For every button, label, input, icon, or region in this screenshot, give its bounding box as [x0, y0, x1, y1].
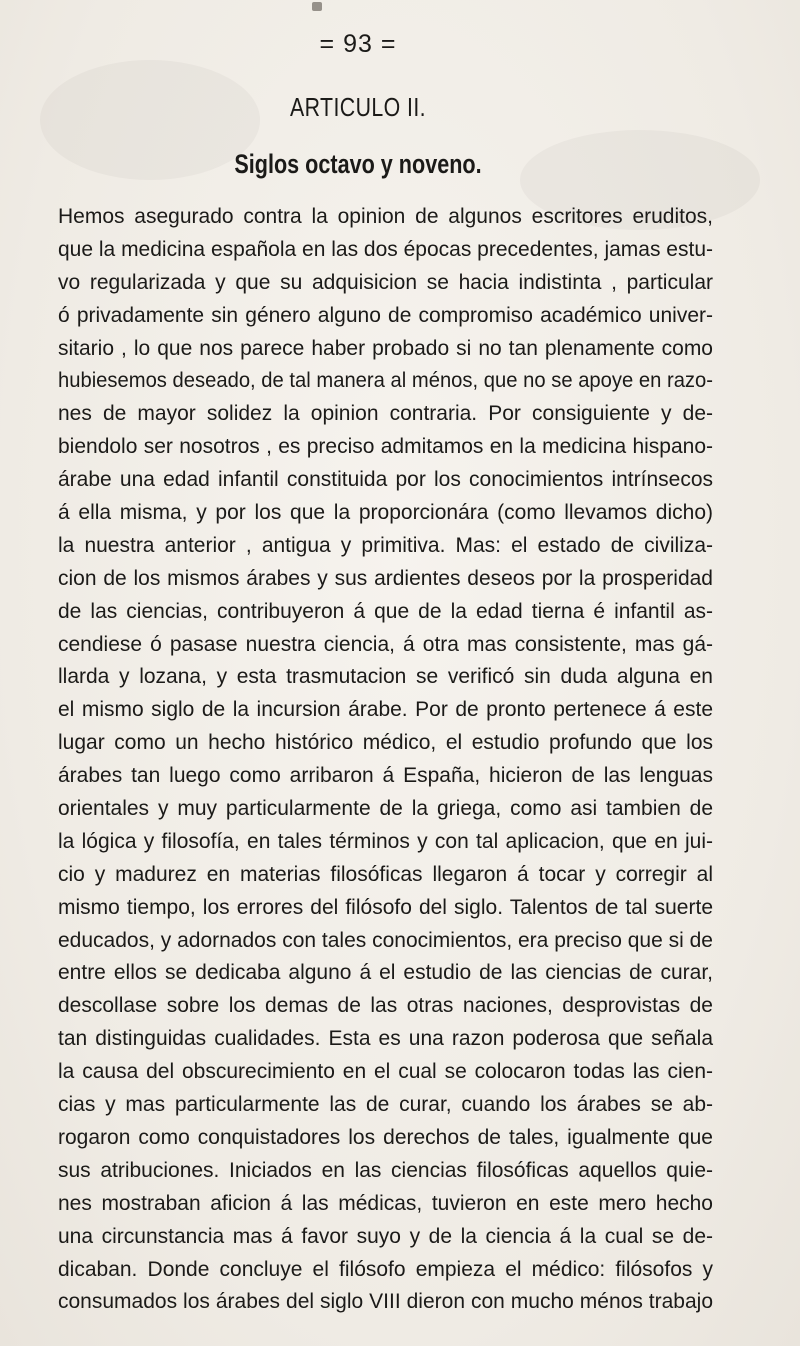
ink-mark	[312, 2, 322, 11]
text-line: sus atribuciones. Iniciados en las ciencias filosóficas aquellos quie-	[58, 1158, 713, 1182]
text-line: dicaban. Donde concluye el filósofo empieza el médico: filósofos y	[58, 1257, 713, 1281]
text-line: tan distinguidas cualidades. Esta es una razon poderosa que señala	[58, 1027, 713, 1051]
text-line: biendolo ser nosotros , es preciso admitamos en la medicina hispano-	[58, 435, 713, 459]
text-line: ó privadamente sin género alguno de compromiso académico univer-	[58, 303, 713, 327]
section-heading: Siglos octavo y noveno.	[234, 149, 482, 179]
text-line: lugar como un hecho histórico médico, el estudio profundo que los	[58, 731, 713, 755]
body-text	[58, 201, 713, 1319]
text-line: cias y mas particularmente las de curar, cuando los árabes se ab-	[58, 1093, 713, 1117]
text-line: la causa del obscurecimiento en el cual se colocaron todas las cien-	[58, 1060, 713, 1084]
page-number: = 93 =	[319, 30, 397, 58]
text-line: cion de los mismos árabes y sus ardientes deseos por la prosperidad	[58, 566, 713, 590]
text-line: una circunstancia mas á favor suyo y de la ciencia á la cual se de-	[58, 1224, 713, 1248]
text-line: árabes tan luego como arribaron á España, hicieron de las lenguas	[58, 764, 713, 788]
text-line: que la medicina española en las dos épocas precedentes, jamas estu-	[58, 237, 713, 261]
text-line: Hemos asegurado contra la opinion de algunos escritores eruditos,	[58, 205, 713, 228]
text-line: la nuestra anterior , antigua y primitiva. Mas: el estado de civiliza-	[58, 533, 713, 557]
article-heading: ARTICULO II.	[289, 92, 427, 122]
text-line: rogaron como conquistadores los derechos de tales, igualmente que	[58, 1125, 713, 1149]
text-line: hubiesemos deseado, de tal manera al ménos, que no se apoye en razo-	[58, 369, 713, 393]
text-line: cio y madurez en materias filosóficas llegaron á tocar y corregir al	[58, 862, 713, 886]
text-line: nes de mayor solidez la opinion contraria. Por consiguiente y de-	[58, 402, 713, 426]
text-line: orientales y muy particularmente de la griega, como asi tambien de	[58, 797, 713, 821]
text-line: de las ciencias, contribuyeron á que de la edad tierna é infantil as-	[58, 599, 713, 623]
text-line: descollase sobre los demas de las otras naciones, desprovistas de	[58, 994, 713, 1018]
text-line: educados, y adornados con tales conocimientos, era preciso que si de	[58, 928, 713, 952]
text-line: entre ellos se dedicaba alguno á el estudio de las ciencias de curar,	[58, 961, 713, 985]
text-line: árabe una edad infantil constituida por los conocimientos intrínsecos	[58, 468, 713, 492]
text-line: la lógica y filosofía, en tales términos y con tal aplicacion, que en jui-	[58, 829, 713, 853]
text-line: consumados los árabes del siglo VIII dieron con mucho ménos trabajo	[58, 1290, 713, 1314]
text-line: el mismo siglo de la incursion árabe. Por de pronto pertenece á este	[58, 698, 713, 722]
text-line: á ella misma, y por los que la proporcionára (como llevamos dicho)	[58, 501, 713, 525]
text-line: cendiese ó pasase nuestra ciencia, á otra mas consistente, mas gá-	[58, 632, 713, 656]
text-line: nes mostraban aficion á las médicas, tuvieron en este mero hecho	[58, 1191, 713, 1215]
text-line: vo regularizada y que su adquisicion se hacia indistinta , particular	[58, 270, 713, 294]
text-line: sitario , lo que nos parece haber probado si no tan plenamente como	[58, 336, 713, 360]
text-line: llarda y lozana, y esta trasmutacion se verificó sin duda alguna en	[58, 665, 713, 689]
text-line: mismo tiempo, los errores del filósofo del siglo. Talentos de tal suerte	[58, 895, 713, 919]
